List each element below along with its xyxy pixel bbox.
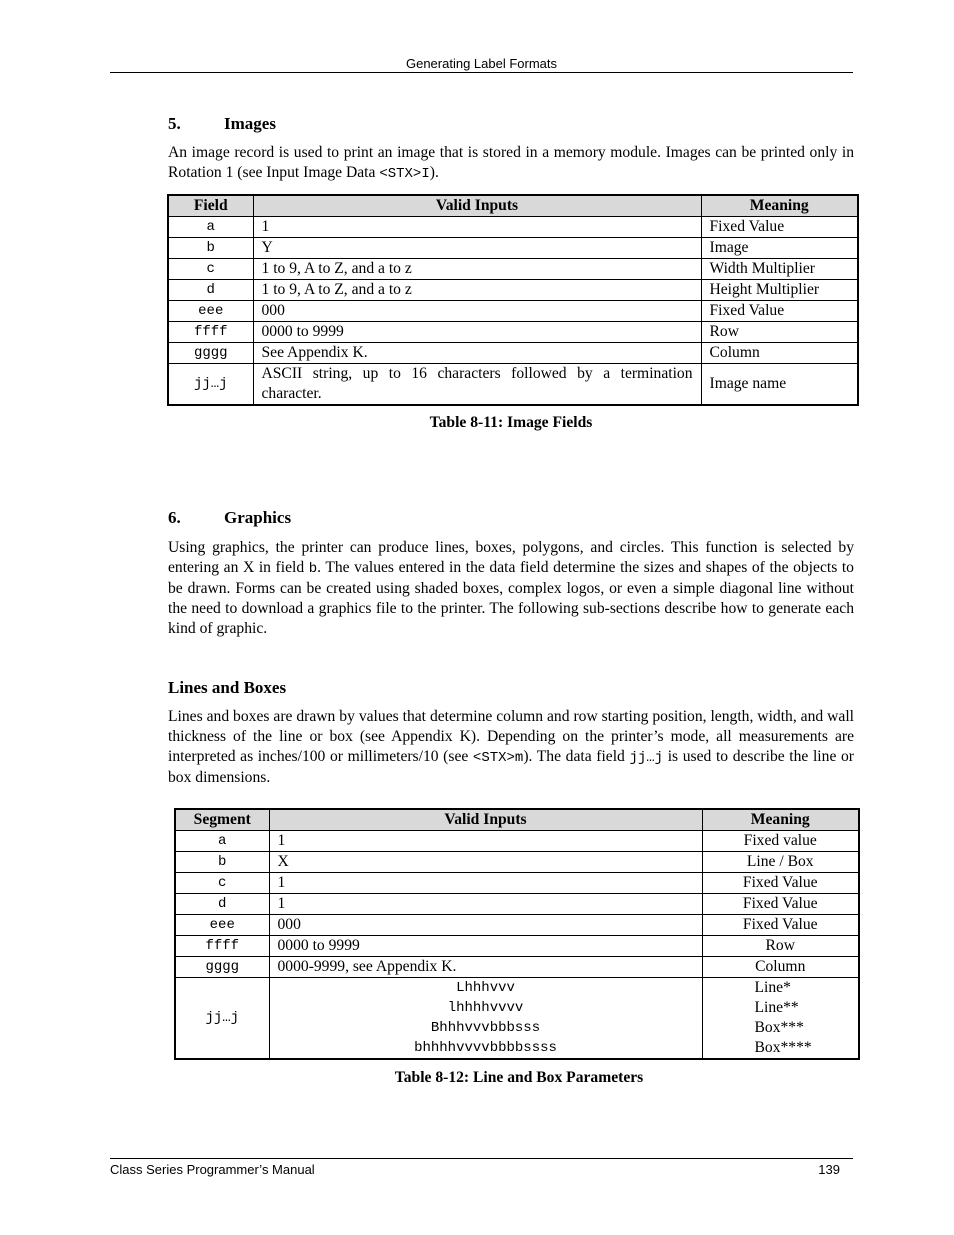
inputs-cell: X	[269, 852, 702, 873]
meaning-cell: Fixed Value	[702, 915, 859, 936]
meaning-cell: Fixed value	[702, 831, 859, 852]
line-box-parameters-table	[174, 808, 860, 1060]
table-row	[168, 343, 858, 364]
table-row	[175, 894, 859, 915]
table-row	[168, 364, 858, 406]
section-number: 5.	[168, 114, 181, 133]
input-line: Lhhhvvv	[456, 980, 515, 996]
segment-cell: c	[175, 873, 269, 894]
table-row	[168, 280, 858, 301]
inputs-cell: 1	[269, 873, 702, 894]
input-line: lhhhhvvvv	[447, 1000, 524, 1016]
meaning-line: Line**	[754, 999, 799, 1016]
running-header: Generating Label Formats	[405, 56, 558, 71]
segment-cell: jj…j	[175, 978, 269, 1060]
meaning-cell: Line / Box	[702, 852, 859, 873]
meaning-cell: Height Multiplier	[701, 280, 858, 301]
table-row	[175, 831, 859, 852]
header-rule	[110, 72, 853, 73]
segment-cell: gggg	[175, 957, 269, 978]
footer-title: Class Series Programmer’s Manual	[110, 1162, 315, 1177]
col-header: Segment	[175, 809, 269, 831]
section-6-heading	[168, 508, 291, 528]
image-fields-table	[167, 194, 859, 406]
meaning-cell: Row	[702, 936, 859, 957]
meaning-cell: Fixed Value	[702, 894, 859, 915]
field-cell: c	[168, 259, 253, 280]
inputs-cell: See Appendix K.	[253, 343, 701, 364]
field-cell: ffff	[168, 322, 253, 343]
segment-cell: ffff	[175, 936, 269, 957]
inputs-cell: 1	[253, 217, 701, 238]
inputs-cell: 000	[269, 915, 702, 936]
field-cell: jj…j	[168, 364, 253, 406]
section-5-heading	[168, 114, 276, 134]
field-cell: a	[168, 217, 253, 238]
section-title: Graphics	[224, 508, 292, 527]
table-row	[175, 936, 859, 957]
col-header: Valid Inputs	[253, 195, 701, 217]
table-row	[168, 259, 858, 280]
segment-cell: eee	[175, 915, 269, 936]
input-line: bhhhhvvvvbbbbssss	[414, 1040, 557, 1056]
inputs-cell: 0000-9999, see Appendix K.	[269, 957, 702, 978]
inputs-cell: 1 to 9, A to Z, and a to z	[253, 280, 701, 301]
table-header-row	[168, 195, 858, 217]
page-number: 139	[818, 1162, 840, 1177]
table-row	[175, 978, 859, 1060]
meaning-cell: Column	[701, 343, 858, 364]
table-row	[175, 852, 859, 873]
meaning-cell: Fixed Value	[702, 873, 859, 894]
meaning-line: Box****	[754, 1039, 812, 1056]
meaning-cell: Fixed Value	[701, 217, 858, 238]
meaning-cell: Width Multiplier	[701, 259, 858, 280]
lines-boxes-paragraph: Lines and boxes are drawn by values that determine column and row starting position, length, width, and wall thickness of the line or box (see Appendix K). Depending on the printer’s mode, all measurements are interpreted as inches/100 or millimeters/10 (see <STX>m). The data field jj…j is used to describe the line or box dimensions.	[168, 708, 854, 786]
segment-cell: a	[175, 831, 269, 852]
field-cell: b	[168, 238, 253, 259]
inputs-cell: 0000 to 9999	[253, 322, 701, 343]
table-row	[175, 957, 859, 978]
inputs-cell: 1 to 9, A to Z, and a to z	[253, 259, 701, 280]
field-cell: gggg	[168, 343, 253, 364]
section-number: 6.	[168, 508, 181, 527]
col-header: Valid Inputs	[269, 809, 702, 831]
graphics-paragraph: Using graphics, the printer can produce lines, boxes, polygons, and circles. This function is selected by entering an X in field b. The values entered in the data field determine the sizes and shapes of the objects to be drawn. Forms can be created using shaded boxes, complex logos, or even a simple diagonal line without the need to download a graphics file to the printer. The following sub-sections describe how to generate each kind of graphic.	[168, 539, 854, 637]
inputs-cell	[269, 978, 702, 1060]
table-caption: Table 8-11: Image Fields	[429, 414, 593, 431]
meaning-cell	[702, 978, 859, 1060]
table-row	[168, 238, 858, 259]
inputs-cell: 1	[269, 831, 702, 852]
meaning-cell: Column	[702, 957, 859, 978]
inputs-cell: 000	[253, 301, 701, 322]
col-header: Field	[168, 195, 253, 217]
table-row	[168, 217, 858, 238]
meaning-cell: Fixed Value	[701, 301, 858, 322]
table-row	[168, 301, 858, 322]
input-line: Bhhhvvvbbbsss	[430, 1020, 541, 1036]
segment-cell: b	[175, 852, 269, 873]
meaning-cell: Row	[701, 322, 858, 343]
meaning-line: Line*	[754, 979, 791, 996]
meaning-cell: Image	[701, 238, 858, 259]
section-title: Images	[224, 114, 276, 133]
inputs-cell: 1	[269, 894, 702, 915]
images-paragraph: An image record is used to print an image that is stored in a memory module. Images can be printed only in Rotation 1 (see Input Image Data <STX>I).	[168, 144, 854, 182]
col-header: Meaning	[701, 195, 858, 217]
table-caption: Table 8-12: Line and Box Parameters	[394, 1069, 644, 1086]
meaning-cell: Image name	[701, 364, 858, 406]
inputs-cell: ASCII string, up to 16 characters followed by a termination character.	[253, 364, 701, 406]
field-cell: eee	[168, 301, 253, 322]
table-header-row	[175, 809, 859, 831]
field-cell: d	[168, 280, 253, 301]
inputs-cell: 0000 to 9999	[269, 936, 702, 957]
meaning-line: Box***	[754, 1019, 804, 1036]
footer-rule	[110, 1158, 853, 1159]
segment-cell: d	[175, 894, 269, 915]
table-row	[175, 915, 859, 936]
col-header: Meaning	[702, 809, 859, 831]
inputs-cell: Y	[253, 238, 701, 259]
lines-boxes-heading: Lines and Boxes	[168, 678, 287, 697]
table-row	[168, 322, 858, 343]
table-row	[175, 873, 859, 894]
